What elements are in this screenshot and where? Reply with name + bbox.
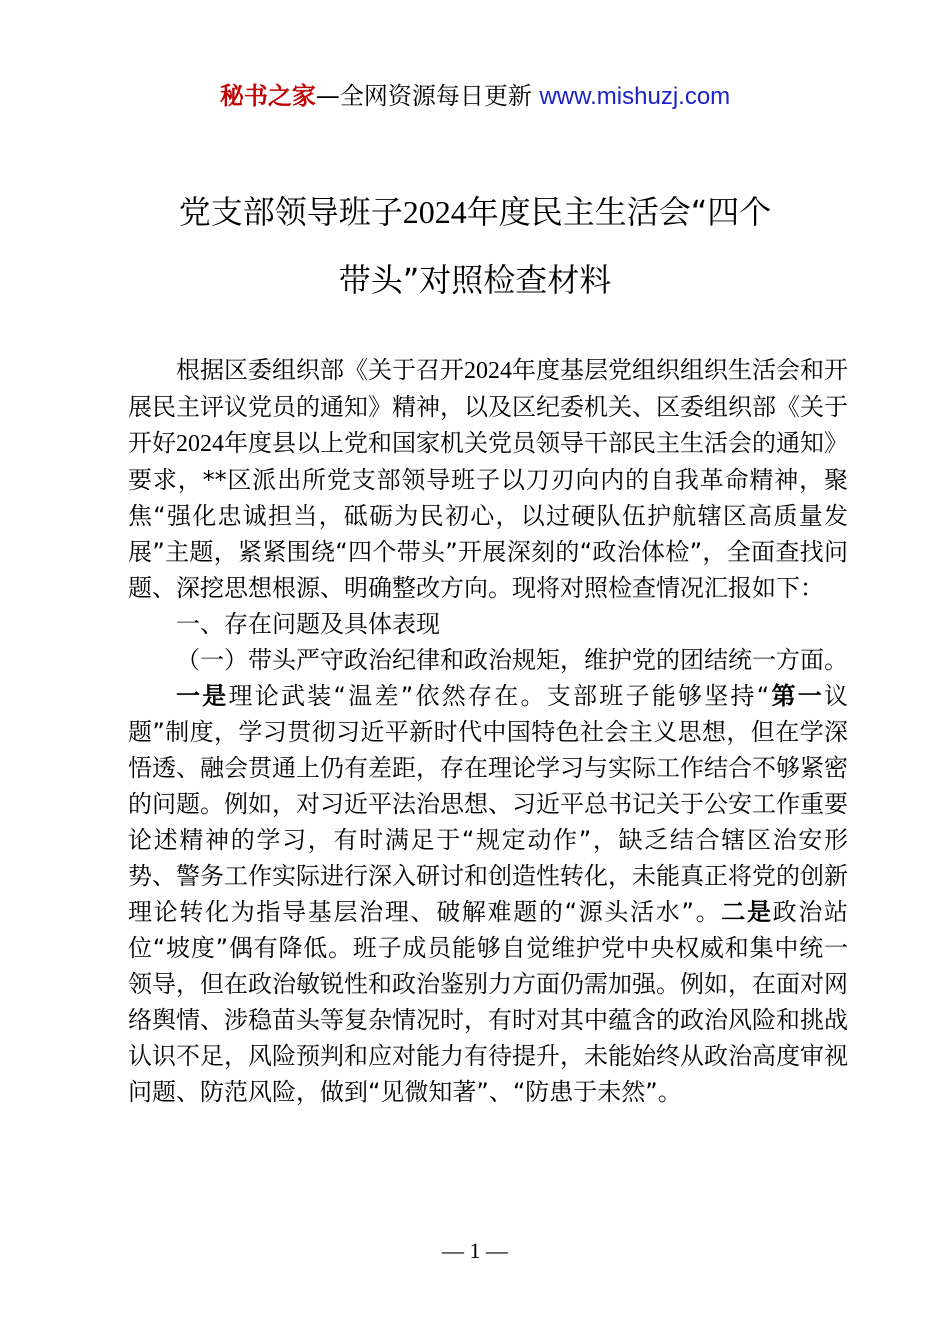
intro-text-a: 根据区委组织部《关于召开 [176,356,464,384]
document-title-line-1 [100,192,850,232]
document-title-line-2 [100,260,850,300]
point1-bold: 第一 [769,682,824,710]
site-header [0,80,950,113]
intro-year-1: 2024 [464,358,512,384]
point1-text-b: 议题”制度，学习贯彻习近平新时代中国特色社会主义思想，但在学深悟透、融会贯通上仍有差距，存在理论学习与实际工作结合不够紧密的问题。例如，对习近平法治思想、习近平总书记关于公安工作重要论述精神的学习，有时满足于“规定动作”，缺乏结合辖区治安形势、警务工作实际进行深入研讨和创造性转化，未能真正将党的创新理论转化为指导基层治理、破解难题的“源头活水”。 [128,682,848,926]
section-heading: 一、存在问题及具体表现 [176,610,440,638]
point1-text-a: 理论武装“温差”依然存在。支部班子能够坚持“ [228,682,770,710]
subsection-heading: （一）带头严守政治纪律和政治规矩，维护党的团结统一方面。 [176,646,848,674]
header-brand: 秘书之家 [219,82,316,110]
intro-text-b: 年度基层党组织组织生活会和开展民主评议党员的通知》精神，以及区纪委机关、区委组织部《关于开好 [128,356,848,457]
point1-label: 一是 [176,682,229,710]
intro-paragraph [128,352,848,606]
page-number: — 1 — [442,1238,508,1263]
point-paragraph [128,678,848,1110]
title-line1-part-b: 年度民主生活会“四个 [466,193,772,231]
intro-text-c: 年度县以上党和国家机关党员领导干部民主生活会的通知》要求，**区派出所党支部领导班子以刀刃向内的自我革命精神，聚焦“强化忠诚担当，砥砺为民初心，以过硬队伍护航辖区高质量发展”主题，紧紧围绕“四个带头”开展深刻的“政治体检”，全面查找问题、深挖思想根源、明确整改方向。现将对照检查情况汇报如下： [128,429,848,602]
header-tagline: —全网资源每日更新 [315,82,532,110]
title-line1-part-a: 党支部领导班子 [178,193,403,231]
point2-label: 二是 [721,898,773,926]
title-year: 2024 [402,194,467,230]
document-body [128,352,848,1110]
intro-year-2: 2024 [176,431,224,457]
header-url[interactable]: www.mishuzj.com [539,83,731,110]
title-line2: 带头”对照检查材料 [338,261,612,299]
point2-text: 政治站位“坡度”偶有降低。班子成员能够自觉维护党中央权威和集中统一领导，但在政治敏锐性和政治鉴别力方面仍需加强。例如，在面对网络舆情、涉稳苗头等复杂情况时，有时对其中蕴含的政治风险和挑战认识不足，风险预判和应对能力有待提升，未能始终从政治高度审视问题、防范风险，做到“见微知著”、“防患于未然”。 [128,898,849,1106]
